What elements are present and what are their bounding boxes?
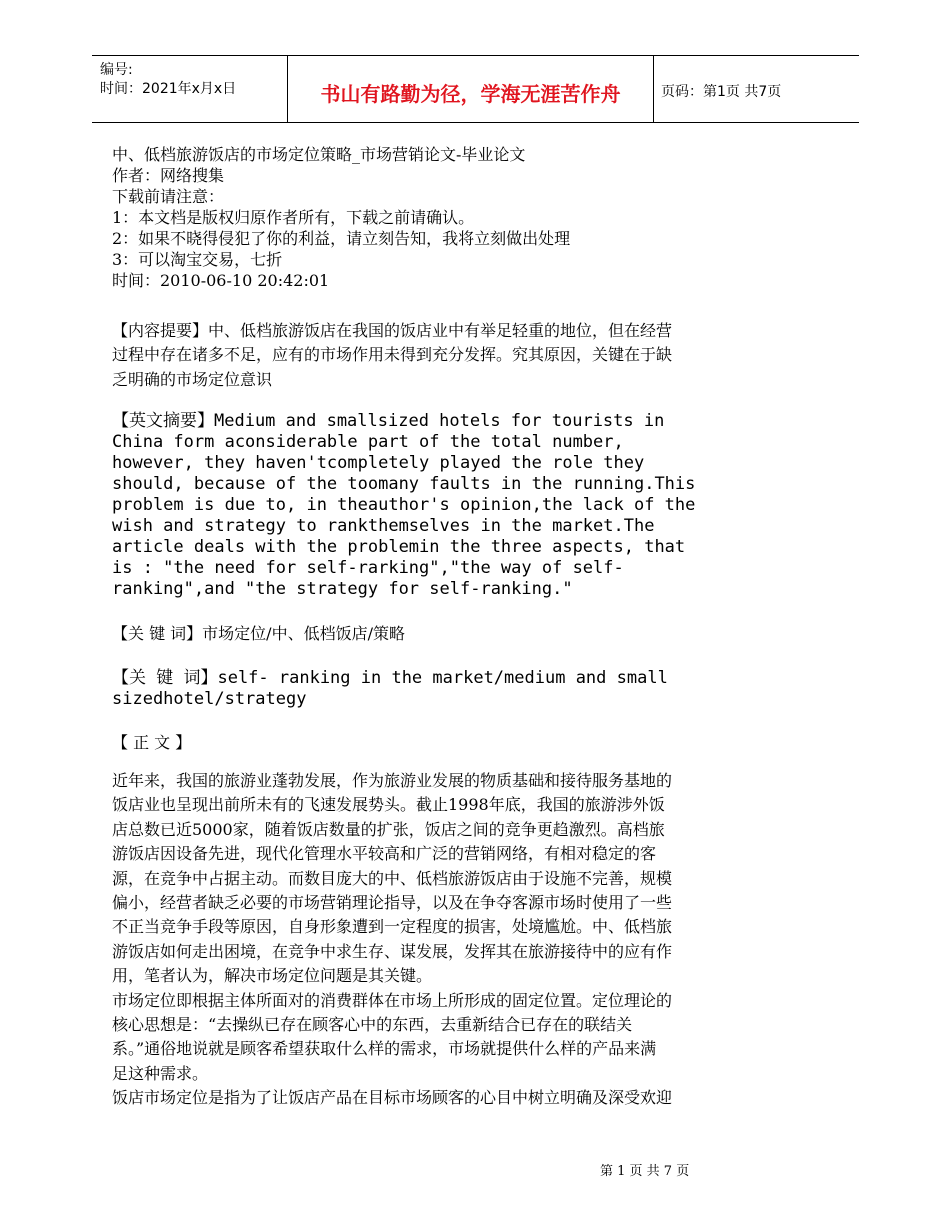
paragraph-line: 用，笔者认为，解决市场定位问题是其关键。	[112, 966, 433, 986]
page-footer: 第 1 页 共 7 页	[600, 1164, 690, 1179]
notice-title: 下载前请注意：	[112, 187, 225, 206]
keywords-en-line: 【关 键 词】self- ranking in the market/medium and small	[112, 668, 668, 688]
time-line: 时间：2010-06-10 20:42:01	[112, 271, 330, 290]
abstract-cn-line: 【内容提要】中、低档旅游饭店在我国的饭店业中有举足轻重的地位，但在经营	[112, 321, 673, 340]
paragraph-line: 饭店业也呈现出前所未有的飞速发展势头。截止1998年底，我国的旅游涉外饭	[112, 795, 665, 815]
author-line: 作者：网络搜集	[112, 166, 225, 185]
page-label: 页码：第1页 共7页	[661, 84, 782, 100]
abstract-en-line: is : "the need for self-rarking","the way of self-	[112, 558, 624, 578]
paragraph-line: 源，在竞争中占据主动。而数目庞大的中、低档旅游饭店由于设施不完善，规模	[112, 868, 673, 888]
abstract-en-line: wish and strategy to rankthemselves in the market.The	[112, 516, 655, 536]
body-heading	[112, 732, 772, 753]
paragraph-line: 不正当竞争手段等原因，自身形象遭到一定程度的损害，处境尴尬。中、低档旅	[112, 917, 673, 937]
paragraph-line: 游饭店如何走出困境，在竞争中求生存、谋发展，发挥其在旅游接待中的应有作	[112, 941, 673, 961]
paragraph-line: 游饭店因设备先进，现代化管理水平较高和广泛的营销网络，有相对稳定的客	[112, 844, 657, 864]
header-info-cell	[92, 56, 287, 122]
header-page-cell	[653, 56, 859, 122]
abstract-cn	[112, 319, 772, 392]
keywords-en-line: sizedhotel/strategy	[112, 689, 307, 709]
paragraph-line: 足这种需求。	[112, 1063, 209, 1083]
number-label: 编号:	[100, 62, 133, 78]
abstract-en	[112, 411, 772, 600]
paragraph-line: 核心思想是：“去操纵已存在顾客心中的东西，去重新结合已存在的联结关	[112, 1015, 633, 1035]
abstract-en-line: should, because of the toomany faults in the running.This	[112, 474, 696, 494]
paragraph-line: 饭店市场定位是指为了让饭店产品在目标市场顾客的心目中树立明确及深受欢迎	[112, 1088, 673, 1108]
time-label: 时间：2021年x月x日	[100, 81, 237, 97]
keywords-en	[112, 668, 772, 710]
abstract-en-line: ranking",and "the strategy for self-ranking."	[112, 579, 573, 599]
notice-item: 1：本文档是版权归原作者所有，下载之前请确认。	[112, 208, 475, 227]
abstract-en-line: China form aconsiderable part of the total number,	[112, 432, 624, 452]
abstract-en-line: 【英文摘要】Medium and smallsized hotels for tourists in	[112, 411, 665, 431]
paragraph-line: 近年来，我国的旅游业蓬勃发展，作为旅游业发展的物质基础和接待服务基地的	[112, 771, 673, 790]
document-title: 中、低档旅游饭店的市场定位策略_市场营销论文-毕业论文	[112, 145, 526, 164]
keywords-cn	[112, 623, 772, 644]
document-header	[92, 55, 859, 123]
motto: 书山有路勤为径，学海无涯苦作舟	[320, 82, 621, 106]
notice-item: 2：如果不晓得侵犯了你的利益，请立刻告知，我将立刻做出处理	[112, 229, 571, 248]
keywords-cn-line: 【关 键 词】市场定位/中、低档饭店/策略	[112, 624, 405, 643]
abstract-en-line: article deals with the problemin the three aspects, that	[112, 537, 686, 557]
abstract-cn-line: 过程中存在诸多不足，应有的市场作用未得到充分发挥。究其原因，关键在于缺	[112, 345, 673, 365]
body-heading-text: 【 正 文 】	[112, 733, 192, 752]
paragraph-line: 偏小，经营者缺乏必要的市场营销理论指导，以及在争夺客源市场时使用了一些	[112, 893, 673, 913]
abstract-en-line: however, they haven'tcompletely played the role they	[112, 453, 645, 473]
abstract-cn-line: 乏明确的市场定位意识	[112, 369, 273, 389]
paragraph-line: 店总数已近5000家，随着饭店数量的扩张，饭店之间的竞争更趋激烈。高档旅	[112, 819, 665, 839]
document-intro	[112, 144, 772, 291]
paragraph-line: 市场定位即根据主体所面对的消费群体在市场上所形成的固定位置。定位理论的	[112, 990, 673, 1010]
header-motto-cell	[287, 56, 654, 122]
abstract-en-line: problem is due to, in theauthor's opinion,the lack of the	[112, 495, 696, 515]
notice-item: 3：可以淘宝交易，七折	[112, 250, 283, 269]
body-paragraph	[112, 769, 772, 1111]
paragraph-line: 系。”通俗地说就是顾客希望获取什么样的需求，市场就提供什么样的产品来满	[112, 1039, 657, 1059]
